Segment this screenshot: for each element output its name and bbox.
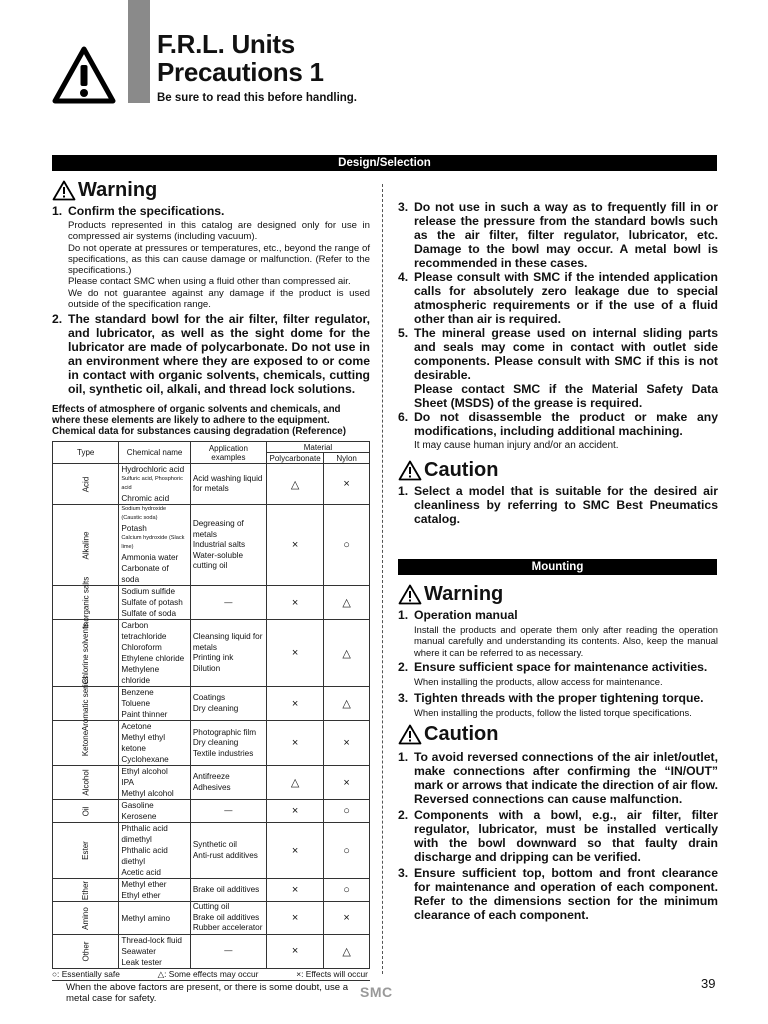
warning-icon <box>52 180 76 201</box>
effects-line-2: Chemical data for substances causing degradation (Reference) <box>52 426 346 438</box>
caution-icon <box>398 724 422 745</box>
item-number: 6. <box>398 410 409 424</box>
m3-body: When installing the products, follow the listed torque specifications. <box>414 707 692 719</box>
cell-chemicals <box>119 687 190 721</box>
application-example: — <box>224 597 233 607</box>
type-label: Alkaline <box>81 531 91 560</box>
warning-icon <box>398 584 422 605</box>
application-example: Synthetic oil <box>192 840 237 850</box>
type-label: Ketone <box>81 730 91 757</box>
chemical-name: Thread-lock fluid <box>121 935 182 945</box>
cell-polycarbonate: × <box>266 586 323 620</box>
cell-nylon: × <box>324 464 370 505</box>
cell-polycarbonate: × <box>266 800 323 823</box>
cell-chemicals <box>119 620 190 687</box>
cell-polycarbonate: △ <box>266 766 323 800</box>
chemical-name: Sulfate of soda <box>121 609 176 619</box>
application-example: Water-soluble <box>192 550 244 560</box>
item-title: Do not use in such a way as to frequently fill in or release the pressure from the standard bowls such as the air filter, filter regulator, lubricator, etc. Damage to the bowl may occur. A metal bowl is recommended in these cases. <box>414 200 718 270</box>
cell-type <box>53 464 119 505</box>
chemical-table-body <box>53 464 370 969</box>
application-example: — <box>224 946 233 956</box>
chemical-name: Methyl ether <box>121 880 167 890</box>
table-row <box>53 620 370 687</box>
application-example: Dry cleaning <box>192 738 239 748</box>
chemical-name: Acetone <box>121 722 152 732</box>
cell-nylon: ○ <box>324 505 370 586</box>
caution-icon <box>398 460 422 481</box>
item-number: 1. <box>52 204 63 218</box>
chemical-name: Ethylene chloride <box>121 654 185 664</box>
warning-item-1 <box>52 204 370 218</box>
application-example: Anti-rust additives <box>192 850 258 860</box>
cell-type <box>53 676 119 732</box>
cell-applications <box>190 879 266 902</box>
type-label: Chlorine solvents <box>81 622 91 685</box>
mounting-caution-1 <box>398 750 718 806</box>
cell-applications <box>190 505 266 586</box>
item-title <box>414 326 718 410</box>
warning-item-6 <box>398 410 718 438</box>
chemical-name: Leak tester <box>121 957 162 967</box>
chemical-name: Sulfate of potash <box>121 598 183 608</box>
item-title: Do not disassemble the product or make any modifications, including additional machining. <box>414 410 718 438</box>
chemical-name: Chloroform <box>121 643 162 653</box>
chemical-name: Sulfuric acid, Phosphoric acid <box>121 476 183 492</box>
cell-nylon: △ <box>324 687 370 721</box>
chemical-name: Acetic acid <box>121 868 161 878</box>
item-number: 3. <box>398 691 409 706</box>
chemical-name: Chromic acid <box>121 494 170 504</box>
warning-item-3 <box>398 200 718 270</box>
cell-applications <box>190 902 266 935</box>
right-column <box>398 200 718 526</box>
application-example: Brake oil additives <box>192 885 260 895</box>
type-label: Acid <box>81 476 91 493</box>
application-example: Antifreeze <box>192 772 230 782</box>
cell-polycarbonate: × <box>266 620 323 687</box>
application-example: for metals <box>192 484 229 494</box>
mounting-item-3 <box>398 691 718 705</box>
application-example: Cutting oil <box>192 902 230 912</box>
chemical-name: Methylene chloride <box>121 665 160 686</box>
warning-label: Warning <box>78 179 158 201</box>
cell-nylon: × <box>324 902 370 935</box>
col-apps: Application examples <box>190 442 266 464</box>
table-row <box>53 800 370 823</box>
warning-heading <box>52 178 370 202</box>
chemical-name: Ethyl ether <box>121 891 161 901</box>
mounting-item-1 <box>398 608 718 622</box>
cell-chemicals <box>119 934 190 968</box>
cell-type <box>53 577 119 629</box>
mounting-caution-2 <box>398 808 718 864</box>
item-number: 4. <box>398 270 409 284</box>
type-label: Alcohol <box>81 769 91 796</box>
cell-applications <box>190 620 266 687</box>
cell-nylon: × <box>324 721 370 766</box>
item-title: Tighten threads with the proper tightening torque. <box>414 691 704 706</box>
item-number: 1. <box>398 750 409 765</box>
cell-type <box>53 934 119 968</box>
cell-polycarbonate: × <box>266 902 323 935</box>
application-example: Printing ink <box>192 653 234 663</box>
chemical-name: Methyl ethyl ketone <box>121 733 166 754</box>
table-row <box>53 934 370 968</box>
warning-triangle-icon <box>52 46 116 104</box>
table-row <box>53 766 370 800</box>
cell-nylon: ○ <box>324 823 370 879</box>
cell-nylon: △ <box>324 586 370 620</box>
col-polycarbonate: Polycarbonate <box>266 453 323 464</box>
application-example: Degreasing of metals <box>192 519 244 539</box>
item-title: Components with a bowl, e.g., air filter, filter regulator, lubricator, must be installed vertically with the bowl downward so that faulty drain discharge and dripping can be verified. <box>414 808 718 865</box>
application-example: Adhesives <box>192 782 231 792</box>
caution-heading <box>398 458 718 482</box>
chemical-name: Sodium hydroxide (Caustic soda) <box>121 506 167 522</box>
item5-text-b: Please contact SMC if the Material Safety Data Sheet (MSDS) of the grease is required. <box>414 382 718 410</box>
application-example: Industrial salts <box>192 540 246 550</box>
warning-heading-mounting <box>398 582 718 606</box>
item-title: Operation manual <box>414 608 518 622</box>
chemical-name: Paint thinner <box>121 710 168 720</box>
cell-applications <box>190 464 266 505</box>
chemical-name: Phthalic acid diethyl <box>121 846 168 867</box>
item5-text: The mineral grease used on internal sliding parts and seals may come in contact with outlet side components. Please consult with SMC if this is not desirable. <box>414 326 718 382</box>
item1-body-1: Products represented in this catalog are designed only for use in compressed air systems (including vacuum). <box>68 220 370 243</box>
page-subtitle: Be sure to read this before handling. <box>157 92 358 104</box>
item-title: Ensure sufficient space for maintenance activities. <box>414 659 708 674</box>
item-number: 2. <box>52 312 63 327</box>
cell-chemicals <box>119 879 190 902</box>
application-example: Rubber accelerator <box>192 923 263 933</box>
cell-applications <box>190 687 266 721</box>
page-title <box>157 30 324 86</box>
right-column-mounting <box>398 582 718 922</box>
smc-logo: SMC <box>360 984 393 1000</box>
cell-chemicals <box>119 766 190 800</box>
table-row <box>53 721 370 766</box>
application-example: Acid washing liquid <box>192 473 263 483</box>
cell-polycarbonate: × <box>266 505 323 586</box>
warning-label: Warning <box>424 583 504 605</box>
legend-some: △: Some effects may occur <box>157 968 259 979</box>
cell-chemicals <box>119 505 190 586</box>
item-number: 2. <box>398 808 409 823</box>
mounting-item-2 <box>398 660 718 674</box>
cell-chemicals <box>119 902 190 935</box>
type-label: Other <box>81 941 91 962</box>
chemical-name: Sodium sulfide <box>121 587 176 597</box>
cell-polycarbonate: × <box>266 687 323 721</box>
col-nylon: Nylon <box>324 453 370 464</box>
application-example: Cleansing liquid for <box>192 632 263 642</box>
table-row <box>53 823 370 879</box>
cell-polycarbonate: × <box>266 823 323 879</box>
chemical-name: Hydrochloric acid <box>121 465 185 475</box>
page-title-line1: F.R.L. Units <box>157 29 295 59</box>
chemical-name: Methyl alcohol <box>121 789 174 799</box>
cell-type <box>53 766 119 800</box>
chemical-name: Benzene <box>121 688 154 698</box>
chemical-name: IPA <box>121 778 134 788</box>
col-chemical: Chemical name <box>119 442 190 464</box>
table-row <box>53 902 370 935</box>
cell-applications <box>190 823 266 879</box>
chemical-name: Kerosene <box>121 812 157 822</box>
cell-chemicals <box>119 800 190 823</box>
application-example: Coatings <box>192 693 226 703</box>
cell-chemicals <box>119 464 190 505</box>
type-label: Amino <box>81 906 91 930</box>
item1-body-3: Please contact SMC when using a fluid other than compressed air. <box>68 276 351 288</box>
col-type: Type <box>53 442 119 464</box>
cell-nylon: △ <box>324 620 370 687</box>
caution-item-1 <box>398 484 718 526</box>
item-title: Confirm the specifications. <box>68 204 225 218</box>
type-label: Inorganic salts <box>81 577 91 629</box>
table-footnote: When the above factors are present, or there is some doubt, use a metal case for safety. <box>66 981 349 1004</box>
item-number: 1. <box>398 608 409 622</box>
caution-label: Caution <box>424 459 499 481</box>
chemical-name: Methyl amino <box>121 913 171 923</box>
item-number: 1. <box>398 484 409 498</box>
cell-polycarbonate: × <box>266 934 323 968</box>
table-row <box>53 464 370 505</box>
chemical-name: Phthalic acid dimethyl <box>121 824 168 845</box>
chemical-name: Gasoline <box>121 801 154 811</box>
legend-safe: ○: Essentially safe <box>52 968 120 979</box>
cell-type <box>53 800 119 823</box>
effects-caption <box>52 404 370 437</box>
m2-body: When installing the products, allow access for maintenance. <box>414 675 663 687</box>
chemical-name: Seawater <box>121 946 156 956</box>
cell-applications <box>190 721 266 766</box>
item-number: 2. <box>398 659 409 674</box>
cell-nylon: ○ <box>324 879 370 902</box>
item-number: 3. <box>398 200 409 214</box>
cell-type <box>53 902 119 935</box>
warning-item-4 <box>398 270 718 326</box>
item-title: Select a model that is suitable for the desired air cleanliness by referring to SMC Best Pneumatics catalog. <box>414 484 718 526</box>
cell-polycarbonate: × <box>266 721 323 766</box>
table-row <box>53 505 370 586</box>
application-example: Dilution <box>192 663 221 673</box>
cell-applications <box>190 586 266 620</box>
cell-nylon: ○ <box>324 800 370 823</box>
chemical-name: Ethyl alcohol <box>121 767 168 777</box>
cell-applications <box>190 766 266 800</box>
header-accent-bar <box>128 0 150 103</box>
caution-heading-mounting <box>398 722 718 746</box>
section-bar-mounting: Mounting <box>398 559 717 575</box>
mounting-caution-3 <box>398 866 718 922</box>
application-example: Brake oil additives <box>192 912 260 922</box>
table-legend <box>52 969 370 981</box>
page-title-line2: Precautions 1 <box>157 57 324 87</box>
table-row <box>53 687 370 721</box>
item-title: The standard bowl for the air filter, filter regulator, and lubricator, as well as the sight dome for the lubricator are made of polycarbonate. Do not use in an environment where they are exposed to or come in contact with organic solvents, chemicals, cutting oil, synthetic oil, alkali, and thread lock solutions. <box>68 312 370 397</box>
cell-type <box>53 823 119 879</box>
type-label: Ester <box>81 841 91 861</box>
chemical-name: Toluene <box>121 699 151 709</box>
cell-polycarbonate: △ <box>266 464 323 505</box>
chemical-name: Carbon tetrachloride <box>121 621 167 642</box>
item6-body: It may cause human injury and/or an accident. <box>414 440 619 451</box>
application-example: cutting oil <box>192 561 228 571</box>
col-material: Material <box>266 442 369 453</box>
warning-item-5 <box>398 326 718 410</box>
chemical-name: Cyclohexane <box>121 755 169 765</box>
page-number: 39 <box>701 976 716 991</box>
caution-label: Caution <box>424 723 499 746</box>
cell-nylon: △ <box>324 934 370 968</box>
effects-line-1: Effects of atmosphere of organic solvents and chemicals, and where these elements are likely to adhere to the equipment. <box>52 404 341 427</box>
cell-polycarbonate: × <box>266 879 323 902</box>
cell-type <box>53 505 119 586</box>
application-example: — <box>224 806 233 816</box>
cell-type <box>53 879 119 902</box>
chemical-table <box>52 441 370 969</box>
chemical-name: Ammonia water <box>121 553 179 563</box>
table-row <box>53 879 370 902</box>
chemical-name: Calcium hydroxide (Slack lime) <box>121 535 185 551</box>
cell-chemicals <box>119 586 190 620</box>
application-example: Photographic film <box>192 727 257 737</box>
item-title: Ensure sufficient top, bottom and front clearance for maintenance and operation of each component. Refer to the dimensions section for the minimum clearance of each component. <box>414 866 718 923</box>
application-example: metals <box>192 642 217 652</box>
application-example: Textile industries <box>192 748 254 758</box>
type-label: Oil <box>81 806 91 817</box>
left-column <box>52 178 370 1004</box>
cell-applications <box>190 934 266 968</box>
item-number: 3. <box>398 866 409 881</box>
legend-effects: ×: Effects will occur <box>296 968 368 979</box>
cell-chemicals <box>119 721 190 766</box>
warning-item-2 <box>52 312 370 396</box>
cell-chemicals <box>119 823 190 879</box>
item-title: To avoid reversed connections of the air inlet/outlet, make connections after confirming the “IN/OUT” mark or arrows that indicate the direction of air flow. Reversed connections can cause malfunction. <box>414 750 718 807</box>
type-label: Ether <box>81 880 91 900</box>
item-title: Please consult with SMC if the intended application calls for absolutely zero leakage due to special atmospheric requirements or if the use of a fluid other than air is required. <box>414 270 718 326</box>
table-row <box>53 586 370 620</box>
application-example: Dry cleaning <box>192 703 239 713</box>
item-number: 5. <box>398 326 409 340</box>
m1-body: Install the products and operate them only after reading the operation manual carefully and understanding its contents. Also, keep the manual where it can be referred to as necessary. <box>414 624 718 658</box>
section-bar-design: Design/Selection <box>52 155 717 171</box>
type-label: Aromatic series <box>81 676 91 732</box>
column-divider <box>382 184 383 974</box>
cell-applications <box>190 800 266 823</box>
cell-nylon: × <box>324 766 370 800</box>
item1-body-2: Do not operate at pressures or temperatures, etc., beyond the range of specifications, as this can cause damage or malfunction. (Refer to the specifications.) <box>68 242 370 277</box>
chemical-name: Carbonate of soda <box>121 564 169 585</box>
item1-body-4: We do not guarantee against any damage if the product is used outside of the specification range. <box>68 287 370 311</box>
chemical-name: Potash <box>121 524 147 534</box>
